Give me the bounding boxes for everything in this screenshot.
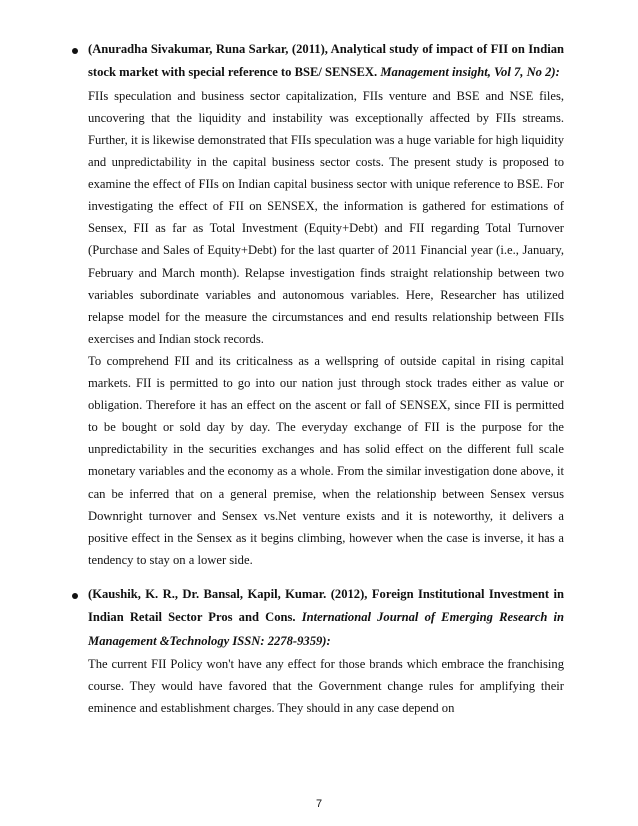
citation-main: (Anuradha Sivakumar, Runa Sarkar, (2011), Analytical study of impact of FII on Indian stock market with special reference to BSE/ SENSEX. (88, 42, 564, 80)
page-number: 7 (315, 798, 323, 810)
entry-paragraph: The current FII Policy won't have any effect for those brands which embrace the franchising course. They would have favored that the Government change rules for amplifying their eminence and establishment charges. They should in any case depend on (88, 657, 564, 716)
bullet-icon (72, 593, 78, 599)
entry-paragraph: To comprehend FII and its criticalness as a wellspring of outside capital in rising capital markets. FII is permitted to go into our nation just through stock trades either as value or obligation. Therefore it has an effect on the ascent or fall of SENSEX, since FII is permitted to be bought or sold day by day. The everyday exchange of FII is the purpose for the unpredictability in the securities exchanges and has solid effect on the different full scale monetary variables and the economy as a whole. From the similar investigation done above, it can be inferred that on a general premise, when the relationship between Sensex versus Downright turnover and Sensex vs.Net venture exists and it is noteworthy, it delivers a positive effect in the Sensex as it begins climbing, however when the case is inverse, it has a tendency to stay on a lower side. (88, 353, 564, 567)
citation-journal: International Journal of Emerging Research in Management &Technology ISSN: 2278-9359): (88, 610, 564, 648)
literature-entry (88, 583, 564, 720)
citation-main: (Kaushik, K. R., Dr. Bansal, Kapil, Kumar. (2012), Foreign Institutional Investment in Indian Retail Sector Pros and Cons. (88, 587, 564, 625)
bullet-icon (72, 48, 78, 54)
citation (88, 583, 564, 653)
citation-journal: Management insight, Vol 7, No 2): (380, 65, 560, 80)
literature-entry (88, 38, 564, 571)
citation (88, 38, 564, 85)
entry-paragraph: FIIs speculation and business sector capitalization, FIIs venture and BSE and NSE files, uncovering that the liquidity and instability was exceptionally affected by FIIs streams. Further, it is likewise demonstrated that FIIs speculation was a huge variable for high liquidity and unpredictability in the capital business sector costs. The present study is proposed to examine the effect of FIIs on Indian capital business sector with unique reference to BSE. For investigating the effect of FII on SENSEX, the information is gathered for estimations of Sensex, FII as far as Total Investment (Equity+Debt) and FII regarding Total Turnover (Purchase and Sales of Equity+Debt) for the last quarter of 2011 Financial year (i.e., January, February and March month). Relapse investigation finds straight relationship between two variables subordinate variables and autonomous variables. Here, Researcher has utilized relapse model for the measure the circumstances and end results relationship between FIIs exercises and Indian stock records. (88, 88, 564, 346)
